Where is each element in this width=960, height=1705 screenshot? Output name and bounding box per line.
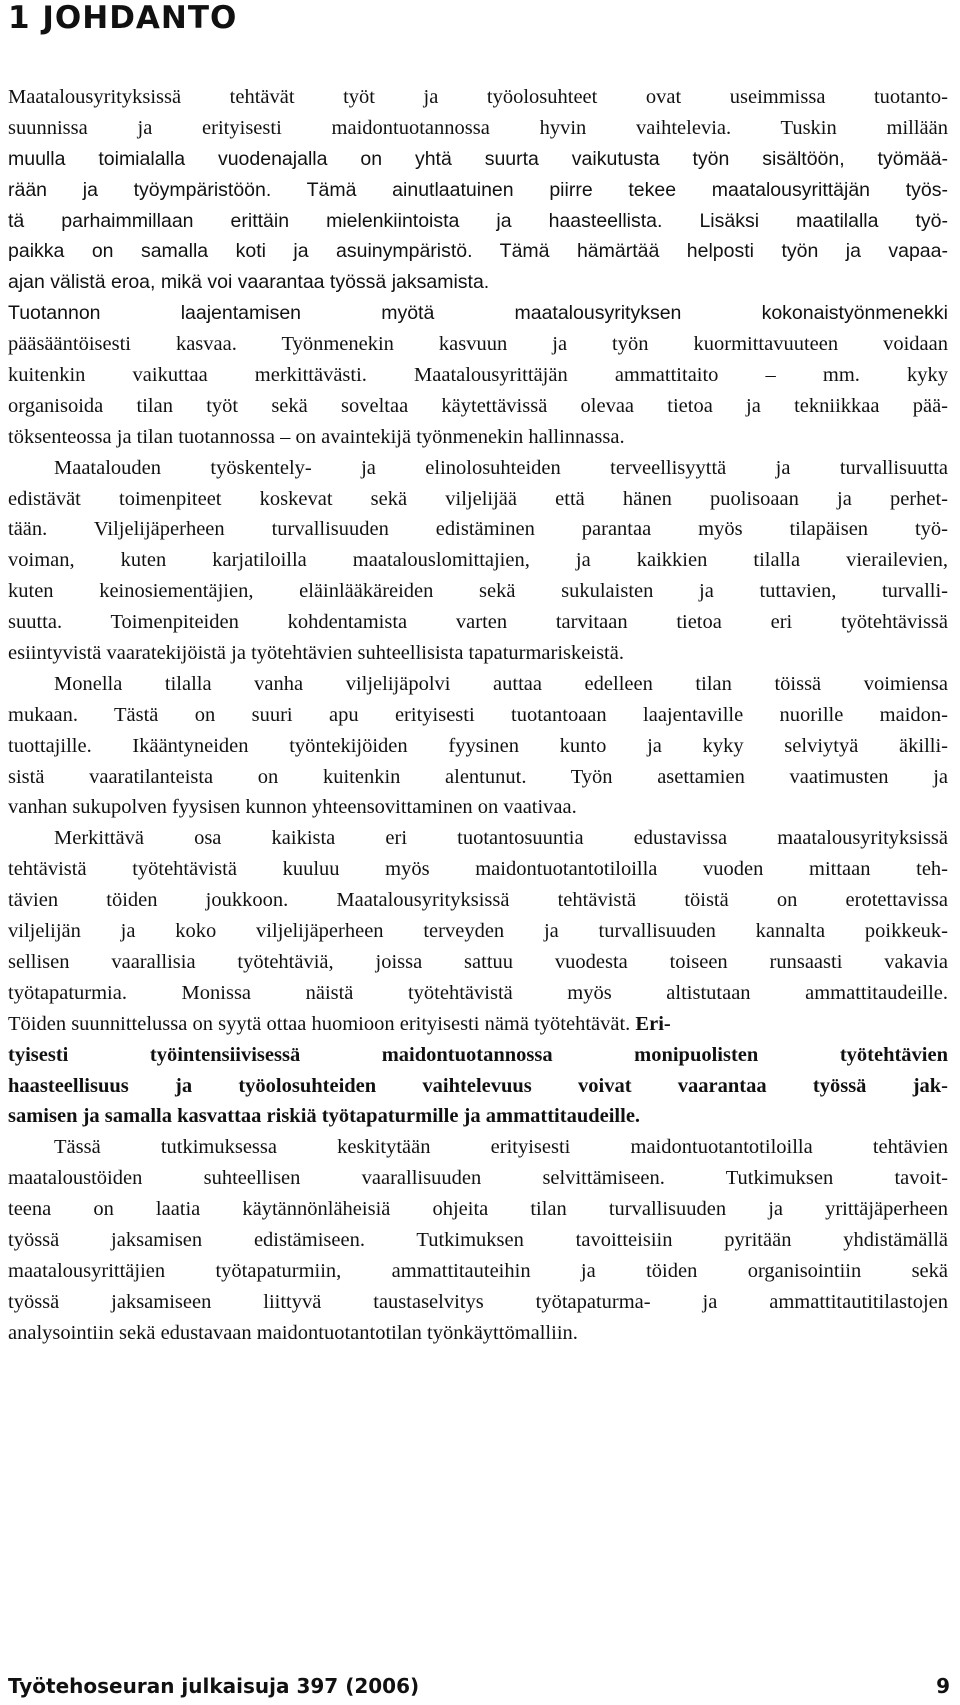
text-line: analysointiin sekä edustavaan maidontuotantotilan työnkäyttömalliin. <box>8 1321 578 1344</box>
text-line: paikka on samalla koti ja asuinympäristö. Tämä hämärtää helposti työn ja vapaa- <box>8 240 948 263</box>
text-line: tään. Viljelijäperheen turvallisuuden edistäminen parantaa myös tilapäisen työ- <box>8 518 948 541</box>
text-line: organisoida tilan työt sekä soveltaa käytettävissä olevaa tietoa ja tekniikkaa pää- <box>8 394 948 417</box>
bold-text-line: haasteellisuus ja työolosuhteiden vaihtelevuus voivat vaarantaa työssä jak- <box>8 1074 948 1097</box>
text-line: vanhan sukupolven fyysisen kunnon yhteensovittaminen on vaativaa. <box>8 796 577 819</box>
page-heading: 1 JOHDANTO <box>8 0 238 36</box>
body-text <box>8 82 948 1349</box>
text-line: Merkittävä osa kaikista eri tuotantosuuntia edustavissa maatalousyrityksissä <box>54 827 948 850</box>
text-line: Monella tilalla vanha viljelijäpolvi auttaa edelleen tilan töissä voimiensa <box>54 672 948 695</box>
text-line: työssä jaksamisen edistämiseen. Tutkimuksen tavoitteisiin pyritään yhdistämällä <box>8 1228 948 1251</box>
text-line: esiintyvistä vaaratekijöistä ja työtehtävien suhteellisista tapaturmariskeistä. <box>8 642 624 665</box>
text-line: viljelijän ja koko viljelijäperheen terveyden ja turvallisuuden kannalta poikkeuk- <box>8 920 948 943</box>
text-line: tävien töiden joukkoon. Maatalousyrityksissä tehtävistä töistä on erotettavissa <box>8 889 948 912</box>
text-line: työtapaturmia. Monissa näistä työtehtävistä myös altistutaan ammattitaudeille. <box>8 981 948 1004</box>
text-line: maataloustöiden suhteellisen vaarallisuuden selvittämiseen. Tutkimuksen tavoit- <box>8 1167 948 1190</box>
text-line: voiman, kuten karjatiloilla maatalouslomittajien, ja kaikkien tilalla vierailevien, <box>8 549 948 572</box>
text-line: tuottajille. Ikääntyneiden työntekijöiden fyysinen kunto ja kyky selviytyä äkilli- <box>8 734 948 757</box>
text-line: kuten keinosiementäjien, eläinlääkäreiden sekä sukulaisten ja tuttavien, turvalli- <box>8 580 948 603</box>
text-line: sistä vaaratilanteista on kuitenkin alentunut. Työn asettamien vaatimusten ja <box>8 765 948 788</box>
text-line: Maatalouden työskentely- ja elinolosuhteiden terveellisyyttä ja turvallisuutta <box>54 456 948 479</box>
bold-text-line: tyisesti työintensiivisessä maidontuotannossa monipuolisten työtehtävien <box>8 1043 948 1066</box>
text-line: tehtävistä työtehtävistä kuuluu myös maidontuotantotiloilla vuoden mittaan teh- <box>8 858 948 881</box>
text-line: Tässä tutkimuksessa keskitytään erityisesti maidontuotantotiloilla tehtävien <box>54 1136 948 1159</box>
text-line: sellisen vaarallisia työtehtäviä, joissa sattuu vuodesta toiseen runsaasti vakavia <box>8 950 948 973</box>
text-line: tä parhaimmillaan erittäin mielenkiintoista ja haasteellista. Lisäksi maatilalla työ- <box>8 209 948 232</box>
text-line: työssä jaksamiseen liittyvä taustaselvitys työtapaturma- ja ammattitautitilastojen <box>8 1290 948 1313</box>
text-line: ajan välistä eroa, mikä voi vaarantaa työssä jaksamista. <box>8 271 490 294</box>
text-line: teena on laatia käytännönläheisiä ohjeita tilan turvallisuuden ja yrittäjäperheen <box>8 1198 948 1221</box>
text-line: pääsääntöisesti kasvaa. Työnmenekin kasvuun ja työn kuormittavuuteen voidaan <box>8 333 948 356</box>
text-line: suutta. Toimenpiteiden kohdentamista varten tarvitaan tietoa eri työtehtävissä <box>8 611 948 634</box>
footer-publication: Työtehoseuran julkaisuja 397 (2006) <box>8 1674 420 1698</box>
text-line: Tuotannon laajentamisen myötä maatalousyrityksen kokonaistyönmenekki <box>8 302 948 325</box>
text-line <box>8 1009 948 1040</box>
text-line: kuitenkin vaikuttaa merkittävästi. Maatalousyrittäjän ammattitaito – mm. kyky <box>8 364 948 387</box>
bold-text-line: samisen ja samalla kasvattaa riskiä työtapaturmille ja ammattitaudeille. <box>8 1105 641 1128</box>
text-segment: Töiden suunnittelussa on syytä ottaa huomioon erityisesti nämä työtehtävät. <box>8 1012 631 1035</box>
text-line: töksenteossa ja tilan tuotannossa – on avaintekijä työnmenekin hallinnassa. <box>8 425 625 448</box>
text-line: mukaan. Tästä on suuri apu erityisesti tuotantoaan laajentaville nuorille maidon- <box>8 703 948 726</box>
text-line: edistävät toimenpiteet koskevat sekä viljelijää että hänen puolisoaan ja perhet- <box>8 487 948 510</box>
text-line: muulla toimialalla vuodenajalla on yhtä suurta vaikutusta työn sisältöön, työmää- <box>8 147 948 170</box>
text-line: Maatalousyrityksissä tehtävät työt ja työolosuhteet ovat useimmissa tuotanto- <box>8 86 948 108</box>
bold-text-segment: Eri- <box>635 1012 671 1035</box>
text-line: suunnissa ja erityisesti maidontuotannossa hyvin vaihtelevia. Tuskin millään <box>8 116 948 139</box>
footer-page-number: 9 <box>936 1674 950 1698</box>
text-line: maatalousyrittäjien työtapaturmiin, ammattitauteihin ja töiden organisointiin sekä <box>8 1259 948 1282</box>
text-line: rään ja työympäristöön. Tämä ainutlaatuinen piirre tekee maatalousyrittäjän työs- <box>8 178 948 201</box>
